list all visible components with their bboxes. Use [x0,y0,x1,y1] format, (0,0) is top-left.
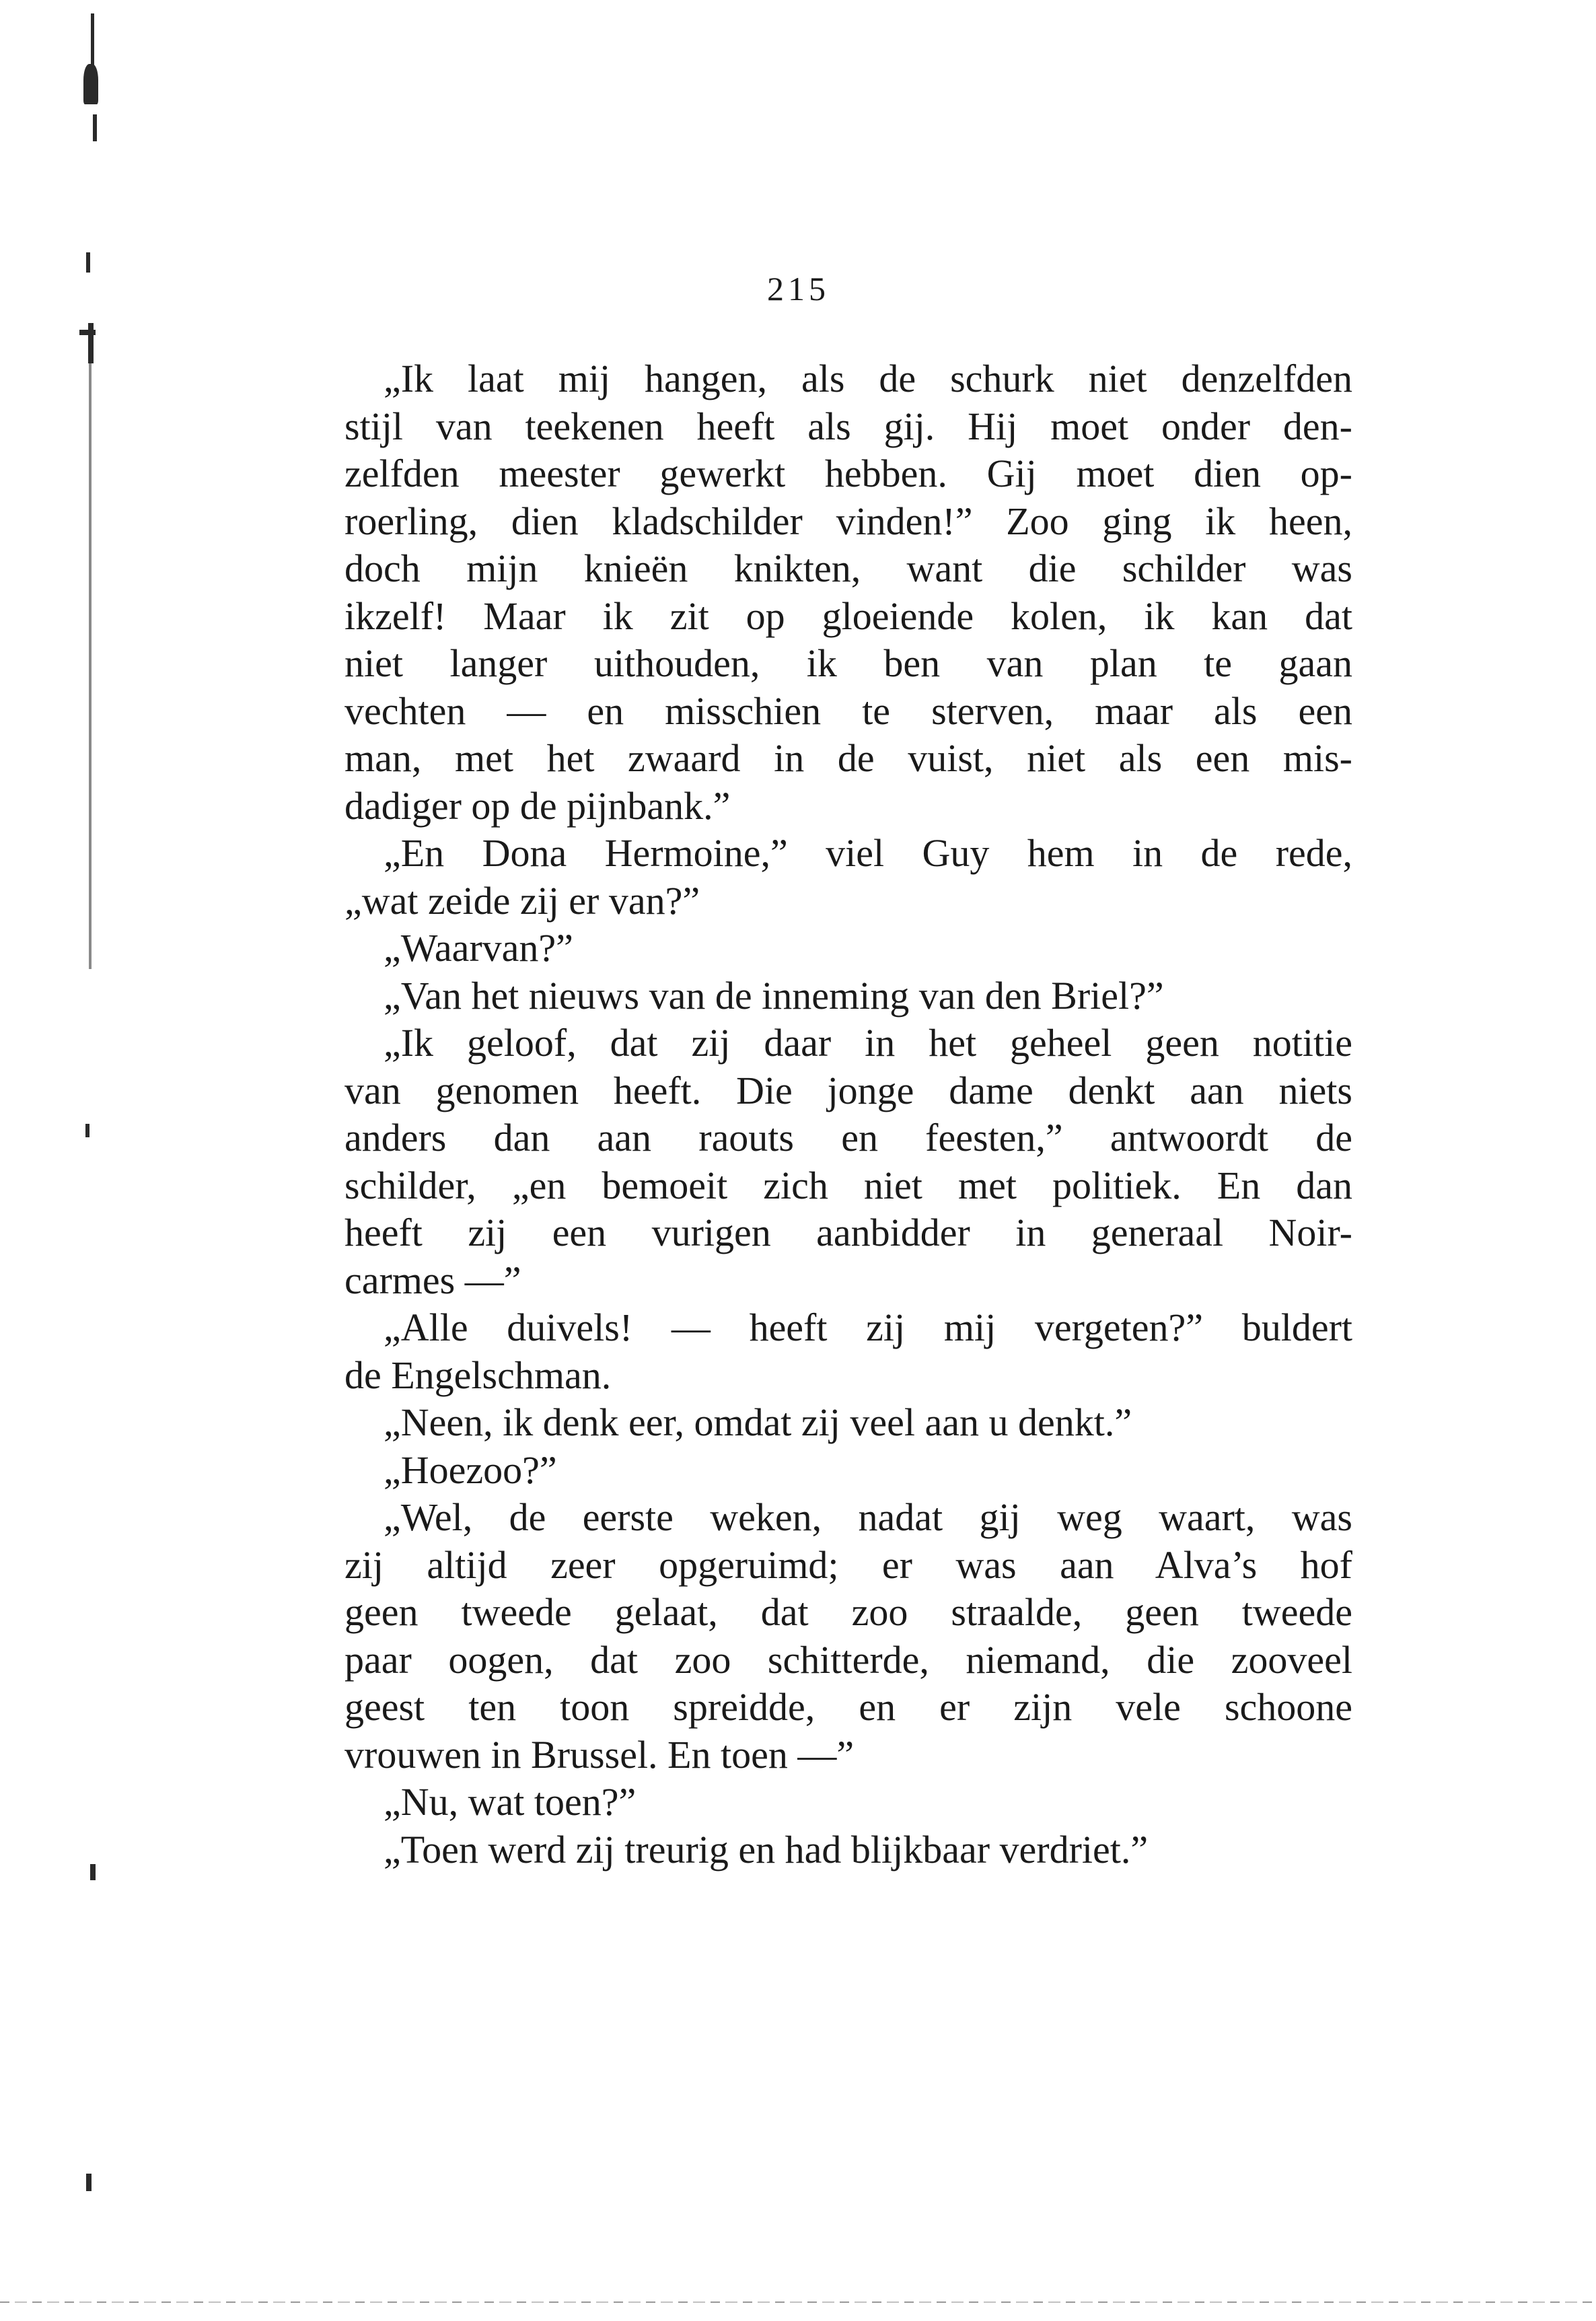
text-line: „Hoezoo?” [384,1448,557,1492]
text-line: dadiger op de pijnbank.” [344,783,731,828]
text-line: roerling, dien kladschilder vinden!” Zoo ging ik heen, [344,499,1352,543]
text-line: „En Dona Hermoine,” viel Guy hem in de rede, [384,831,1352,875]
binding-edge-scan-marks [0,0,135,2321]
text-line: vechten — en misschien te sterven, maar als een [344,688,1352,733]
text-line: „Nu, wat toen?” [384,1780,637,1824]
text-line: schilder, „en bemoeit zich niet met politiek. En dan [344,1163,1352,1207]
text-line: „Alle duivels! — heeft zij mij vergeten?” buldert [384,1306,1352,1349]
text-line: van genomen heeft. Die jonge dame denkt aan niets [344,1068,1352,1112]
text-line: „Neen, ik denk eer, omdat zij veel aan u denkt.” [384,1400,1132,1444]
text-line: „Waarvan?” [384,926,573,970]
text-line: vrouwen in Brussel. En toen —” [344,1732,855,1777]
page-number: 215 [767,270,830,308]
text-line: ikzelf! Maar ik zit op gloeiende kolen, ik kan dat [344,594,1352,638]
text-line: zelfden meester gewerkt hebben. Gij moet dien op- [344,452,1352,495]
text-line: geen tweede gelaat, dat zoo straalde, geen tweede [344,1590,1352,1634]
text-line: geest ten toon spreidde, en er zijn vele schoone [344,1685,1352,1729]
text-line: stijl van teekenen heeft als gij. Hij moet onder den- [344,404,1352,448]
scan-edge-rule [0,2301,1596,2303]
text-line: anders dan aan raouts en feesten,” antwoordt de [344,1116,1352,1159]
text-line: „wat zeide zij er van?” [344,878,700,923]
text-line: „Toen werd zij treurig en had blijkbaar verdriet.” [384,1827,1149,1871]
text-line: paar oogen, dat zoo schitterde, niemand, die zooveel [344,1637,1352,1682]
text-line: „Ik geloof, dat zij daar in het geheel geen notitie [384,1021,1352,1065]
text-line: carmes —” [344,1258,521,1302]
text-line: heeft zij een vurigen aanbidder in generaal Noir- [344,1211,1352,1254]
text-line: „Wel, de eerste weken, nadat gij weg waart, was [384,1495,1352,1539]
text-line: man, met het zwaard in de vuist, niet als een mis- [344,736,1352,780]
text-line: „Ik laat mij hangen, als de schurk niet denzelfden [384,357,1352,400]
body-text [344,355,1352,1873]
text-line: doch mijn knieën knikten, want die schilder was [344,546,1352,590]
text-line: de Engelschman. [344,1353,612,1397]
text-line: „Van het nieuws van de inneming van den Briel?” [384,973,1164,1017]
text-line: niet langer uithouden, ik ben van plan te gaan [344,641,1352,685]
text-line: zij altijd zeer opgeruimd; er was aan Alva’s hof [344,1542,1352,1587]
